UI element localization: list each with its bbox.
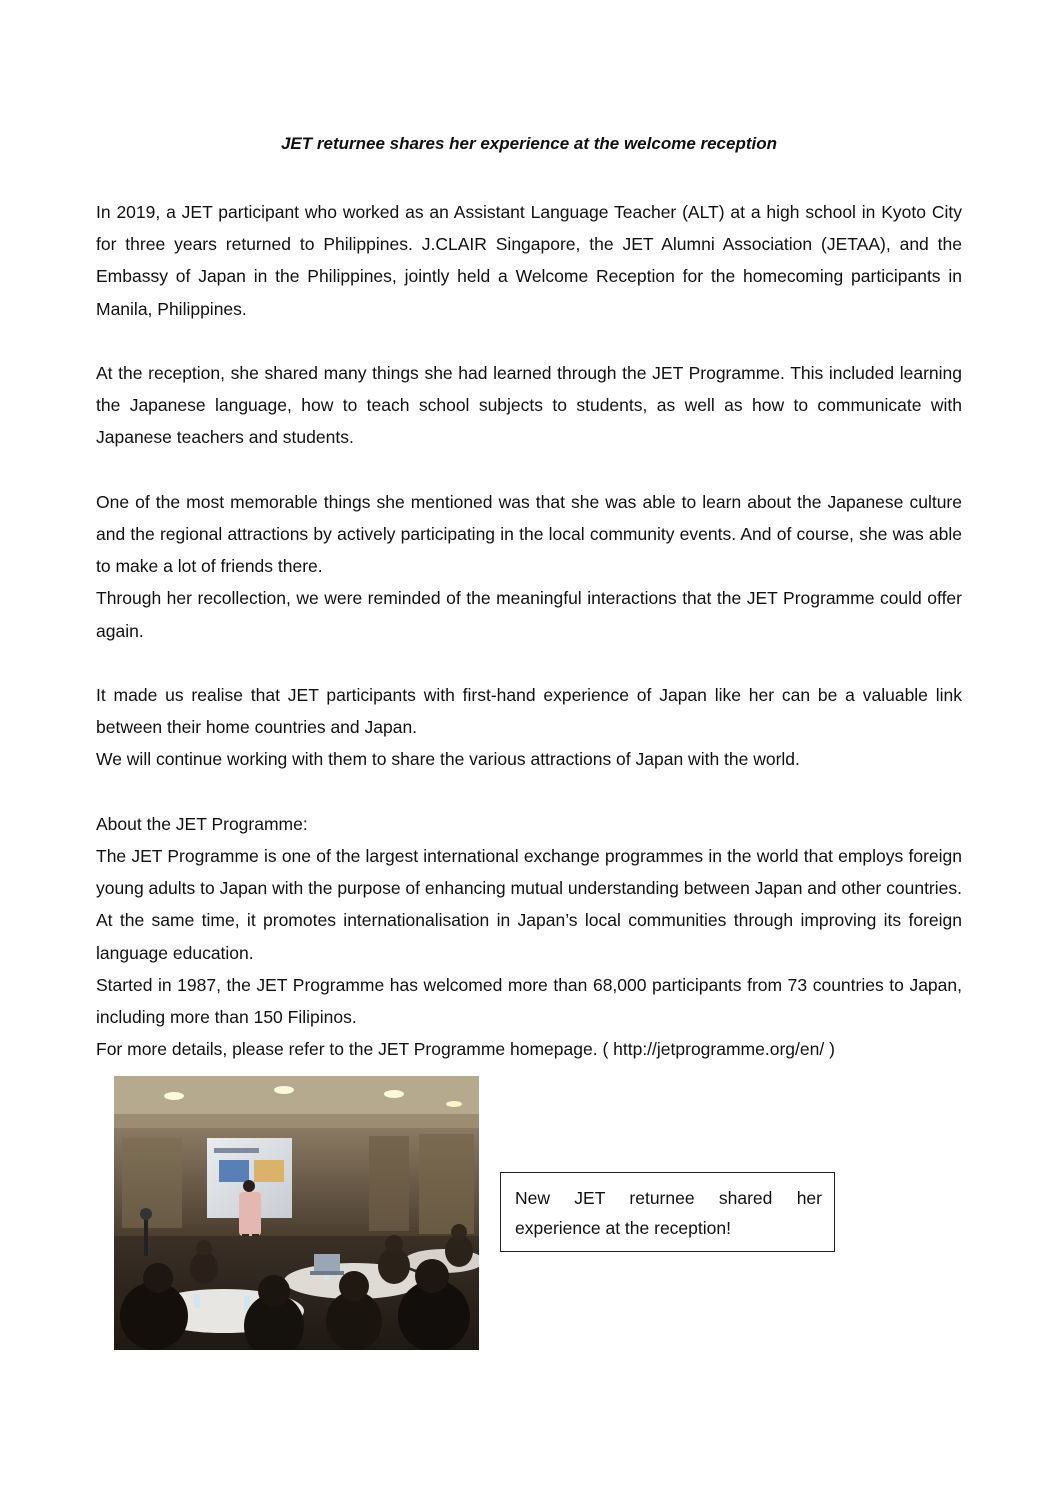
paragraph-more-details: For more details, please refer to the JET Programme homepage. ( http://jetprogramme.org/en/ ) <box>96 1039 835 1060</box>
section-heading-about: About the JET Programme: <box>96 813 308 834</box>
paragraph-memorable: One of the most memorable things she mentioned was that she was able to learn about the Japanese culture and the regional attractions by actively participating in the local community events. And of course, she was able to make a lot of friends there. <box>96 491 962 577</box>
paragraph-recollection: Through her recollection, we were reminded of the meaningful interactions that the JET Programme could offer again. <box>96 588 962 641</box>
paragraph-realise: It made us realise that JET participants with first-hand experience of Japan like her can be a valuable link between their home countries and Japan. <box>96 685 962 738</box>
document-body <box>96 196 962 1065</box>
paragraph-started: Started in 1987, the JET Programme has welcomed more than 68,000 participants from 73 countries to Japan, including more than 150 Filipinos. <box>96 974 962 1028</box>
reception-photo <box>114 1076 479 1350</box>
photo-caption: New JET returnee shared her experience at the reception! <box>500 1172 835 1252</box>
paragraph-reception: At the reception, she shared many things she had learned through the JET Programme. This included learning the Japanese language, how to teach school subjects to students, as well as how to communicate with Japanese teachers and students. <box>96 363 962 448</box>
paragraph-continue: We will continue working with them to share the various attractions of Japan with the world. <box>96 749 800 770</box>
document-title: JET returnee shares her experience at the welcome reception <box>280 134 778 153</box>
paragraph-intro: In 2019, a JET participant who worked as an Assistant Language Teacher (ALT) at a high school in Kyoto City for three years returned to Philippines. J.CLAIR Singapore, the JET Alumni Association (JETAA), and the Embassy of Japan in the Philippines, jointly held a Welcome Reception for the homecoming participants in Manila, Philippines. <box>96 202 962 319</box>
paragraph-about: The JET Programme is one of the largest international exchange programmes in the world that employs foreign young adults to Japan with the purpose of enhancing mutual understanding between Japan and other countries. At the same time, it promotes internationalisation in Japan’s local communities through improving its foreign language education. <box>96 846 962 963</box>
